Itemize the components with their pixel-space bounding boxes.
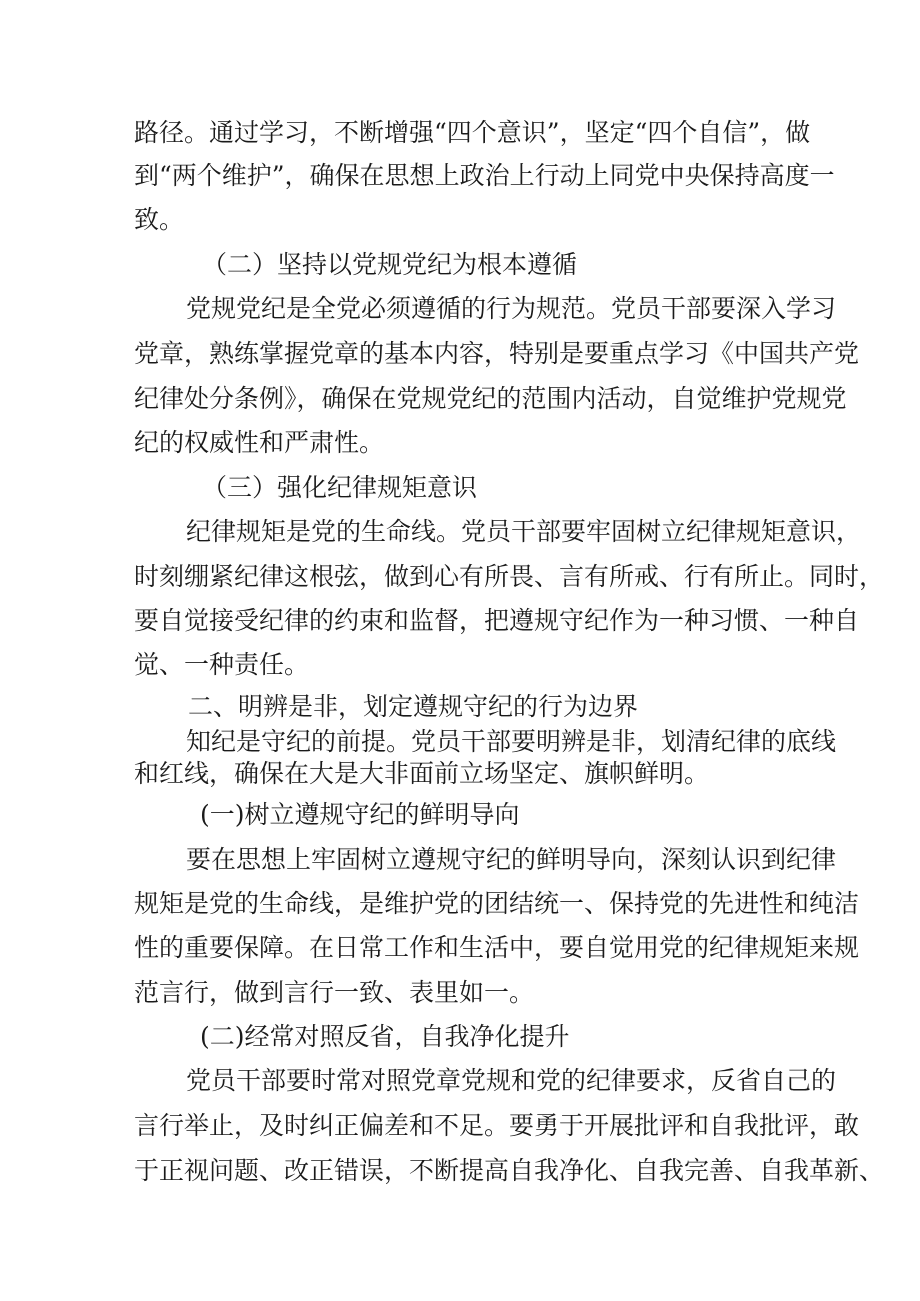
subheading: （二）坚持以党规党纪为根本遵循 (202, 250, 578, 279)
paragraph-line: 党章，熟练掌握党章的基本内容，特别是要重点学习《中国共产党 (134, 339, 860, 368)
paragraph-line: 纪的权威性和严肃性。 (134, 428, 385, 457)
paragraph-line: 性的重要保障。在日常工作和生活中，要自觉用党的纪律规矩来规 (134, 933, 860, 962)
paragraph-line: 致。 (134, 205, 185, 234)
paragraph-line: 要自觉接受纪律的约束和监督，把遵规守纪作为一种习惯、一种自 (134, 606, 860, 635)
paragraph-line: 规矩是党的生命线，是维护党的团结统一、保持党的先进性和纯洁 (134, 889, 860, 918)
paragraph-line: 觉、一种责任。 (134, 650, 310, 679)
paragraph-line: 纪律处分条例》，确保在党规党纪的范围内活动，自觉维护党规党 (134, 384, 847, 413)
paragraph-line: 要在思想上牢固树立遵规守纪的鲜明导向，深刻认识到纪律 (186, 845, 837, 874)
paragraph-line: 党规党纪是全党必须遵循的行为规范。党员干部要深入学习 (186, 294, 837, 323)
subheading: （三）强化纪律规矩意识 (202, 473, 478, 502)
section-heading: 二、明辨是非，划定遵规守纪的行为边界 (188, 692, 639, 721)
paragraph-line: 到“两个维护”，确保在思想上政治上行动上同党中央保持高度一 (134, 161, 835, 190)
paragraph-line: 言行举止，及时纠正偏差和不足。要勇于开展批评和自我批评，敢 (134, 1111, 860, 1140)
paragraph-line: 和红线，确保在大是大非面前立场坚定、旗帜鲜明。 (134, 759, 710, 788)
subheading: (二)经常对照反省，自我净化提升 (200, 1022, 570, 1051)
paragraph-line: 于正视问题、改正错误，不断提高自我净化、自我完善、自我革新、 (134, 1156, 885, 1185)
paragraph-line: 路径。通过学习，不断增强“四个意识”，坚定“四个自信”，做 (134, 118, 811, 147)
paragraph-line: 知纪是守纪的前提。党员干部要明辨是非，划清纪律的底线 (186, 727, 837, 756)
paragraph-line: 党员干部要时常对照党章党规和党的纪律要求，反省自己的 (186, 1066, 837, 1095)
subheading: (一)树立遵规守纪的鲜明导向 (200, 800, 520, 829)
paragraph-line: 纪律规矩是党的生命线。党员干部要牢固树立纪律规矩意识， (186, 517, 862, 546)
paragraph-line: 时刻绷紧纪律这根弦，做到心有所畏、言有所戒、行有所止。同时， (134, 562, 885, 591)
paragraph-line: 范言行，做到言行一致、表里如一。 (134, 978, 535, 1007)
